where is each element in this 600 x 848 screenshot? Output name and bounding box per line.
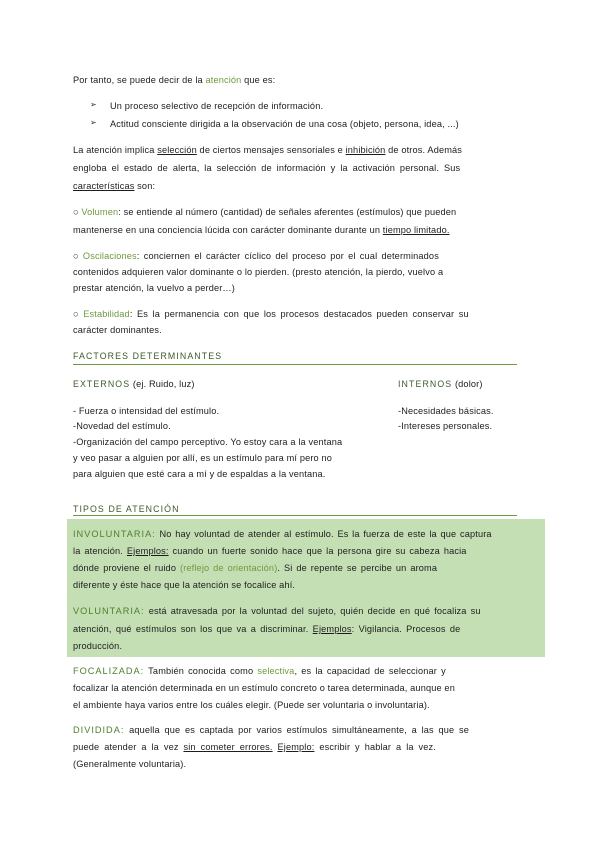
intro-lead: Por tanto, se puede decir de la	[73, 75, 206, 85]
dividida-line: (Generalmente voluntaria).	[73, 759, 187, 769]
text: está atravesada por la voluntad del sujeto, quién decide en qué focaliza su	[144, 606, 481, 616]
reflejo-text: (reflejo de orientación)	[179, 563, 278, 573]
para-line	[73, 180, 155, 192]
intro-tail: que es:	[241, 75, 276, 85]
para-line	[73, 144, 462, 156]
factores-heading: FACTORES DETERMINANTES	[73, 351, 223, 361]
bullet-item: Un proceso selectivo de recepción de información.	[110, 101, 324, 111]
text: La atención implica	[73, 145, 158, 155]
arrow-bullet-icon: ➢	[90, 100, 97, 109]
estabilidad-label: Estabilidad	[83, 309, 130, 319]
selectiva-text: selectiva	[257, 666, 295, 676]
involuntaria-line	[73, 545, 467, 557]
focalizada-line: el ambiente haya varios entre los cuáles elegir. (Puede ser voluntaria o involuntaria).	[73, 700, 430, 710]
text: , es la capacidad de seleccionar y	[294, 666, 446, 676]
bullet-item: Actitud consciente dirigida a la observación de una cosa (objeto, persona, idea, ...)	[110, 119, 459, 129]
text: de ciertos mensajes sensoriales e	[196, 145, 346, 155]
externos-item: para alguien que esté cara a mí y de espaldas a la ventana.	[73, 469, 326, 479]
text: escribir y hablar a la vez.	[314, 742, 437, 752]
voluntaria-line	[73, 605, 481, 617]
text: cuando un fuerte sonido hace que la persona gire su cabeza hacia	[168, 546, 467, 556]
text: de otros. Además	[385, 145, 463, 155]
internos-item: -Intereses personales.	[398, 421, 493, 431]
volumen-label: Volumen	[81, 207, 119, 217]
intro-keyword: atención	[205, 75, 242, 85]
involuntaria-line: diferente y éste hace que la atención se focalice ahí.	[73, 580, 296, 590]
text: son:	[134, 181, 156, 191]
oscilaciones-line	[73, 250, 439, 262]
externos-item: -Organización del campo perceptivo. Yo estoy cara a la ventana	[73, 437, 343, 447]
internos-item: -Necesidades básicas.	[398, 406, 494, 416]
text: También conocida como	[144, 666, 258, 676]
text: atención, qué estímulos son los que va a discriminar.	[73, 624, 313, 634]
internos-label: INTERNOS	[398, 379, 453, 389]
involuntaria-label: INVOLUNTARIA:	[73, 529, 156, 539]
underlined-text: Ejemplos:	[126, 546, 169, 556]
estabilidad-line	[73, 308, 469, 320]
estabilidad-line: carácter dominantes.	[73, 325, 162, 335]
underlined-text: selección	[157, 145, 197, 155]
intro-line	[73, 74, 275, 86]
underlined-text: tiempo limitado.	[382, 225, 450, 235]
text: dónde proviene el ruido	[73, 563, 180, 573]
voluntaria-line	[73, 623, 460, 635]
text: aquella que es captada por varios estímulos simultáneamente, a las que se	[124, 725, 469, 735]
oscilaciones-line: prestar atención, la vuelvo a perder…)	[73, 283, 235, 293]
volumen-line	[73, 224, 450, 236]
externos-heading	[73, 378, 195, 390]
text: puede atender a la vez	[73, 742, 184, 752]
underlined-text: Ejemplo:	[277, 742, 315, 752]
text: (dolor)	[452, 379, 483, 389]
text: mantenerse en una conciencia lúcida con carácter dominante durante un	[73, 225, 383, 235]
dividida-line	[73, 741, 436, 753]
externos-label: EXTERNOS	[73, 379, 131, 389]
underlined-text: inhibición	[345, 145, 386, 155]
heading-divider	[73, 364, 517, 365]
dividida-line	[73, 724, 469, 736]
tipos-heading: TIPOS DE ATENCIÓN	[73, 504, 180, 514]
circle-bullet-icon: ○	[73, 309, 79, 319]
externos-item: y veo pasar a alguien por allí, es un estímulo para mí pero no	[73, 453, 333, 463]
text: : Es la permanencia con que los procesos destacados pueden conservar su	[129, 309, 469, 319]
text: : conciernen el carácter cíclico del proceso por el cual determinados	[136, 251, 439, 261]
volumen-line	[73, 206, 456, 218]
internos-heading	[398, 378, 483, 390]
text: : se entiende al número (cantidad) de señales aferentes (estímulos) que pueden	[118, 207, 457, 217]
text: la atención.	[73, 546, 127, 556]
focalizada-line: focalizar la atención determinada en un estímulo concreto o tarea determinada, aunque en	[73, 683, 455, 693]
underlined-text: sin cometer errores.	[183, 742, 273, 752]
involuntaria-line	[73, 562, 437, 574]
circle-bullet-icon: ○	[73, 207, 79, 217]
underlined-text: características	[73, 181, 135, 191]
voluntaria-line: producción.	[73, 641, 123, 651]
externos-item: -Novedad del estímulo.	[73, 421, 171, 431]
focalizada-line	[73, 665, 446, 677]
text: No hay voluntad de atender al estímulo. Es la fuerza de este la que captura	[155, 529, 492, 539]
text: . Si de repente se percibe un aroma	[277, 563, 438, 573]
text: : Vigilancia. Procesos de	[351, 624, 461, 634]
underlined-text: Ejemplos	[312, 624, 352, 634]
text: (ej. Ruido, luz)	[130, 379, 195, 389]
externos-item: - Fuerza o intensidad del estímulo.	[73, 406, 220, 416]
dividida-label: DIVIDIDA:	[73, 725, 125, 735]
oscilaciones-line: contenidos adquieren valor dominante o lo pierden. (presto atención, la pierdo, vuelvo a	[73, 267, 444, 277]
heading-divider	[73, 515, 517, 516]
arrow-bullet-icon: ➢	[90, 118, 97, 127]
focalizada-label: FOCALIZADA:	[73, 666, 145, 676]
voluntaria-label: VOLUNTARIA:	[73, 606, 145, 616]
circle-bullet-icon: ○	[73, 251, 79, 261]
involuntaria-line	[73, 528, 492, 540]
para-line: engloba el estado de alerta, la selección de información y la activación personal. Sus	[73, 163, 461, 173]
oscilaciones-label: Oscilaciones	[82, 251, 137, 261]
